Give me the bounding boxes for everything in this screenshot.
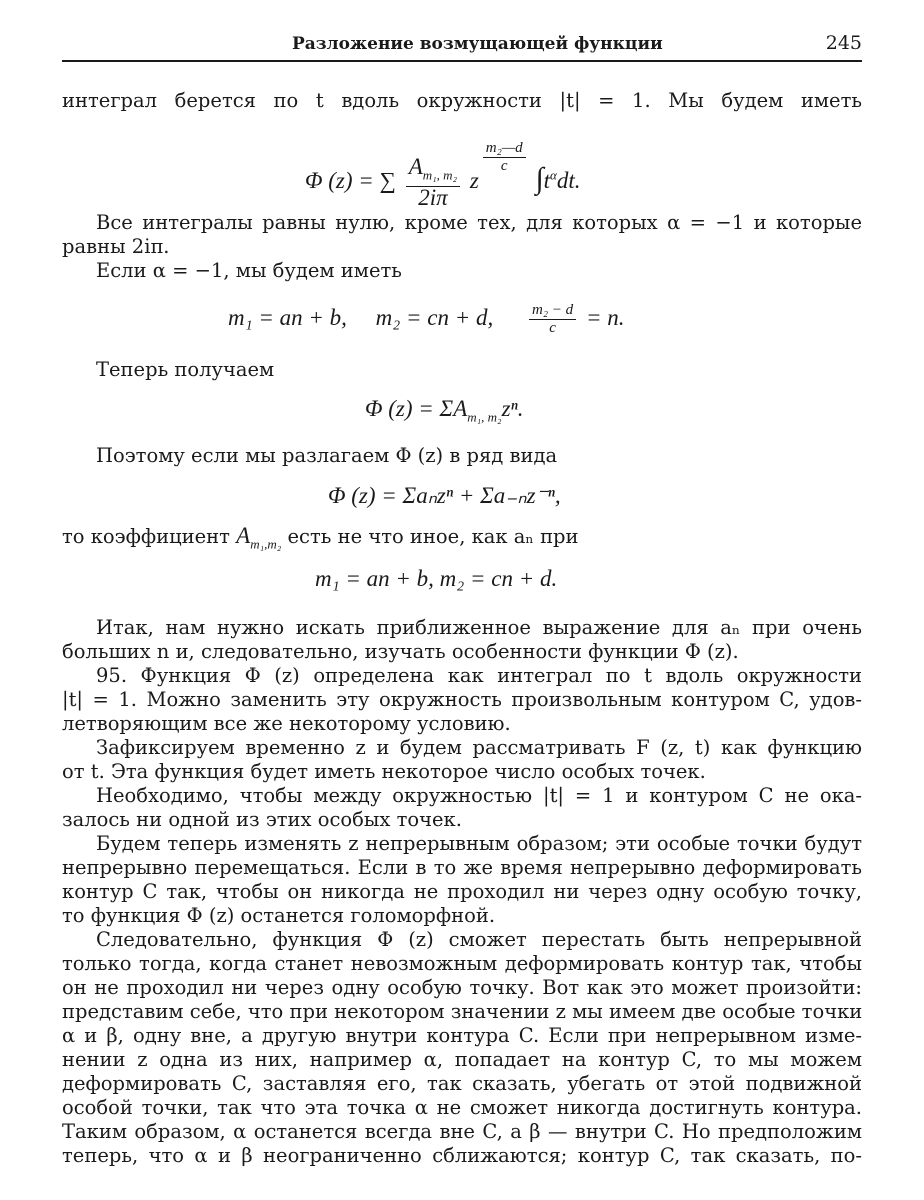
text-line: непрерывно перемещаться. Если в то же время непрерывно деформировать bbox=[62, 856, 862, 879]
text-line: особой точки, так что эта точка α не сможет никогда достигнуть контура. bbox=[62, 1096, 862, 1119]
formula-phi-series: Φ (z) = Σaₙzⁿ + Σa₋ₙz⁻ⁿ, bbox=[328, 483, 561, 508]
text-line: нении z одна из них, например α, попадает на контур C, то мы можем bbox=[62, 1048, 862, 1071]
text-line: Теперь получаем bbox=[96, 358, 275, 381]
section-95-line: 95. Функция Φ (z) определена как интеграл по t вдоль окружности bbox=[96, 664, 862, 687]
text-line: контур C так, чтобы он никогда не проходил ни через одну особую точку, bbox=[62, 880, 862, 903]
running-header bbox=[62, 32, 862, 62]
text-line: то коэффициент $A_{m_1,m_2}$ есть не что иное, как aₙ при bbox=[62, 523, 579, 552]
text-line: Итак, нам нужно искать приближенное выражение для aₙ при очень bbox=[96, 616, 862, 639]
text-line: теперь, что α и β неограниченно сближаются; контур C, так сказать, по- bbox=[62, 1144, 862, 1167]
text-line: Следовательно, функция Φ (z) сможет перестать быть непрерывной bbox=[96, 928, 862, 951]
text-line: от t. Эта функция будет иметь некоторое число особых точек. bbox=[62, 760, 706, 783]
text-line: больших n и, следовательно, изучать особенности функции Φ (z). bbox=[62, 640, 739, 663]
formula-m1-m2: m₁ = an + b, m₂ = cn + d, $\frac{\text{m₂ − d}}{c}$ = n. bbox=[228, 302, 625, 336]
text-line: залось ни одной из этих особых точек. bbox=[62, 808, 462, 831]
text-line: то функция Φ (z) останется голоморфной. bbox=[62, 904, 496, 927]
text-line: Поэтому если мы разлагаем Φ (z) в ряд вида bbox=[96, 444, 558, 467]
text-line: Таким образом, α останется всегда вне C, а β — внутри C. Но предположим bbox=[62, 1120, 862, 1143]
text-line: равны 2iπ. bbox=[62, 235, 170, 258]
text-line: летворяющим все же некоторому условию. bbox=[62, 712, 511, 735]
formula-m-values: m₁ = an + b, m₂ = cn + d. bbox=[315, 566, 558, 591]
text-line: деформировать C, заставляя его, так сказать, убегать от этой подвижной bbox=[62, 1072, 862, 1095]
text-line: Зафиксируем временно z и будем рассматривать F (z, t) как функцию bbox=[96, 736, 862, 759]
text-line: Все интегралы равны нулю, кроме тех, для которых α = −1 и которые bbox=[96, 211, 862, 234]
text-line: Будем теперь изменять z непрерывным образом; эти особые точки будут bbox=[96, 832, 862, 855]
text-line: только тогда, когда станет невозможным деформировать контур так, чтобы bbox=[62, 952, 862, 975]
text-line: Необходимо, чтобы между окружностью |t| = 1 и контуром C не ока- bbox=[96, 784, 862, 807]
running-title: Разложение возмущающей функции bbox=[292, 34, 663, 54]
formula-phi-sum: Φ $(z) = \Sigma A_{m_1, m_2}z^n$. bbox=[365, 396, 524, 425]
text-line: он не проходил ни через одну особую точку. Вот как это может произойти: bbox=[62, 976, 862, 999]
text-line: |t| = 1. Можно заменить эту окружность произвольным контуром C, удов- bbox=[62, 688, 862, 711]
page-number: 245 bbox=[825, 32, 862, 54]
formula-phi-integral: Φ (z) = ∑ $\frac{A_{m_1, m_2}}{2i\pi}$ z $^{\frac{\text{m₂—d}}{c}}$ $\int t^\alpha dt$. bbox=[305, 140, 581, 210]
text-line: α и β, одну вне, а другую внутри контура C. Если при непрерывном изме- bbox=[62, 1024, 862, 1047]
text-line: представим себе, что при некотором значении z мы имеем две особые точки bbox=[62, 1000, 863, 1023]
text-line: интеграл берется по t вдоль окружности |t| = 1. Мы будем иметь bbox=[62, 89, 862, 112]
text-line: Если α = −1, мы будем иметь bbox=[96, 259, 402, 282]
